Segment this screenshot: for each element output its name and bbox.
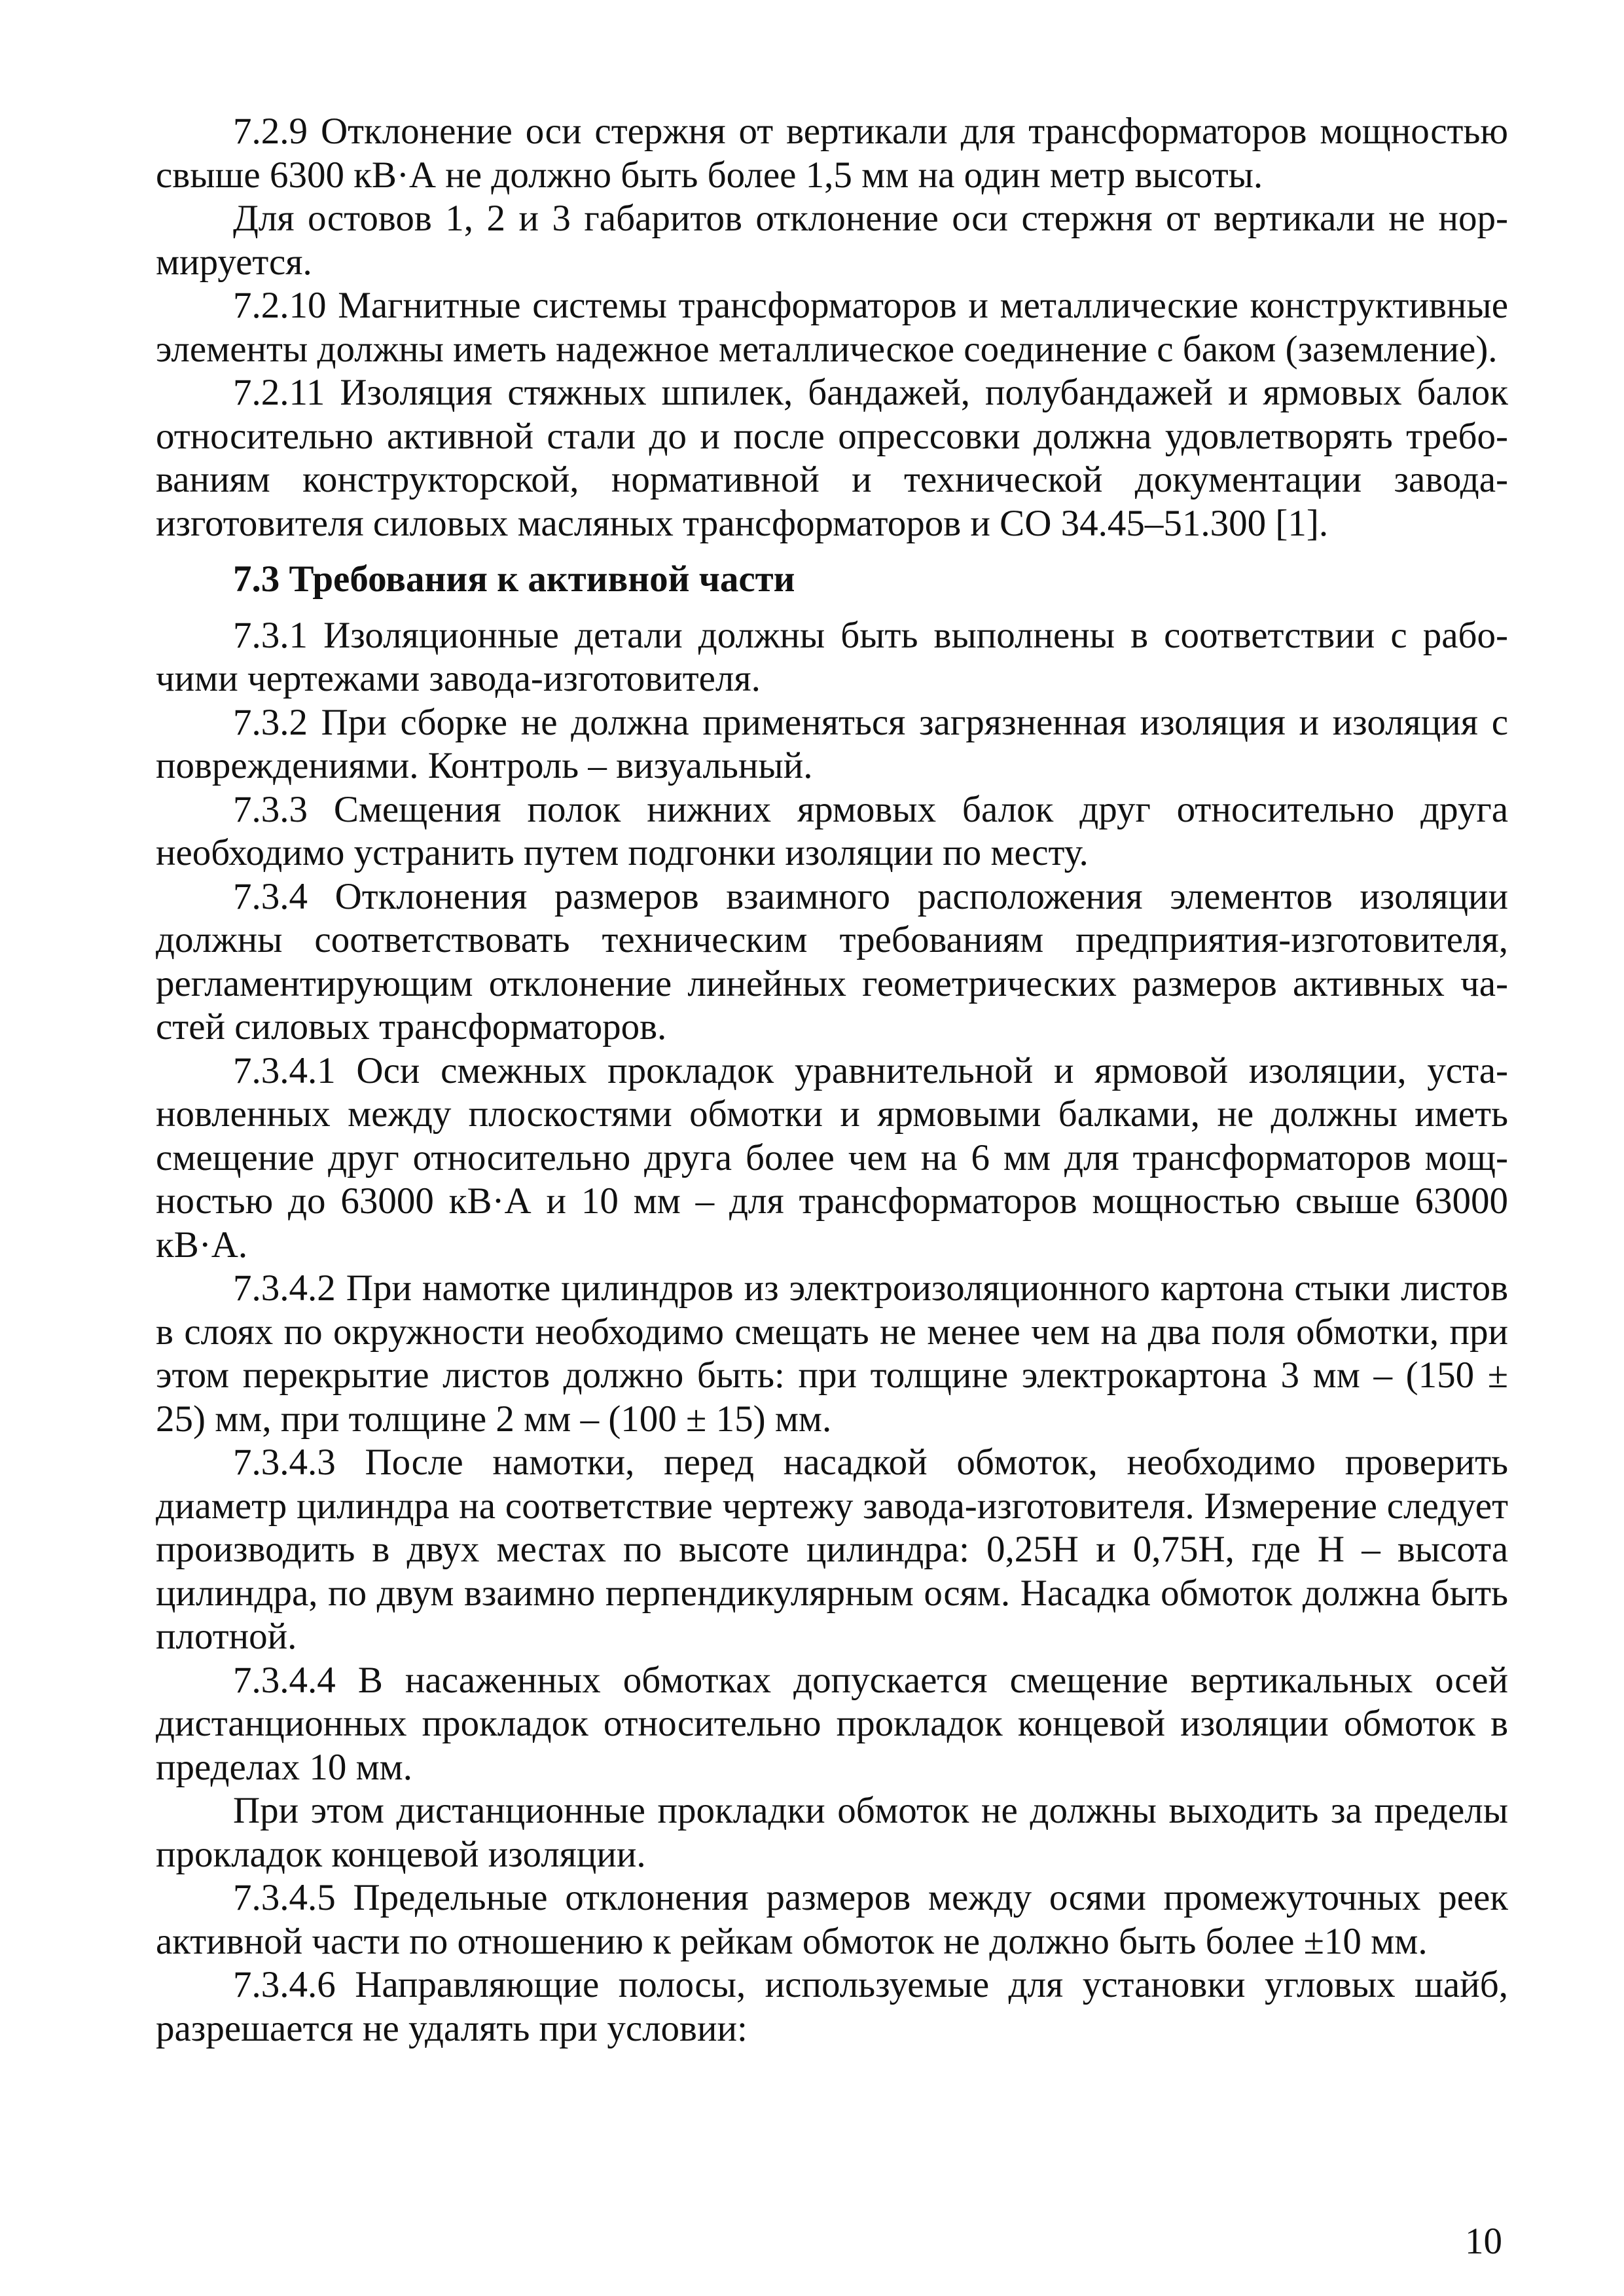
paragraph-7-3-4-4: 7.3.4.4 В насаженных обмотках допускается смещение вертикальных осей дистанционных прокладок относительно прокладок концевой изоляции обмоток в пределах 10 мм.: [156, 1659, 1508, 1788]
paragraph-7-3-4-3: 7.3.4.3 После намотки, перед насадкой обмоток, необходимо проверить диаметр цилиндра на соответствие чертежу завода-изготовителя. Измерение следует производить в двух местах по высоте цилиндра: 0,25Н и 0,75Н, где Н – высота цилиндра, по двум взаимно перпендикулярным осям. Насадка обмоток должна быть плотной.: [156, 1442, 1508, 1657]
paragraph-7-3-2: 7.3.2 При сборке не должна применяться загрязненная изоляция и изоляция с повреждениями. Контроль – визуальный.: [156, 701, 1508, 786]
paragraph-7-3-4: 7.3.4 Отклонения размеров взаимного расположения элементов изоляции должны соответствовать техническим требованиям предприятия-изготовителя, регламентирующим отклонение линейных геометрических размеров активных частей силовых трансформаторов.: [156, 875, 1508, 1048]
paragraph-spacers-note: При этом дистанционные прокладки обмоток не должны выходить за пределы прокладок концевой изоляции.: [156, 1790, 1508, 1875]
section-heading-7-3: 7.3 Требования к активной части: [233, 558, 795, 600]
paragraph-7-3-4-6: 7.3.4.6 Направляющие полосы, используемые для установки угловых шайб, разрешается не удалять при условии:: [156, 1964, 1508, 2049]
page-body: [156, 110, 1508, 2050]
paragraph-7-2-11: 7.2.11 Изоляция стяжных шпилек, бандажей, полубандажей и ярмовых балок относительно активной стали до и после опрессовки должна удовлетворять требованиям конструкторской, нормативной и технической документации завода-изготовителя силовых масляных трансформаторов и СО 34.45–51.300 [1].: [156, 372, 1508, 544]
page-number: 10: [1465, 2221, 1502, 2262]
paragraph-frames-note: Для остовов 1, 2 и 3 габаритов отклонение оси стержня от вертикали не нормируется.: [156, 198, 1508, 283]
paragraph-7-3-3: 7.3.3 Смещения полок нижних ярмовых балок друг относительно друга необходимо устранить путем подгонки изоляции по месту.: [156, 788, 1508, 873]
paragraph-7-3-4-1: 7.3.4.1 Оси смежных прокладок уравнительной и ярмовой изоляции, установленных между плоскостями обмотки и ярмовыми балками, не должны иметь смещение друг относительно друга более чем на 6 мм для трансформаторов мощностью до 63000 кВ·А и 10 мм – для трансформаторов мощностью свыше 63000 кВ·А.: [156, 1049, 1508, 1266]
paragraph-7-3-1: 7.3.1 Изоляционные детали должны быть выполнены в соответствии с рабочими чертежами завода-изготовителя.: [156, 614, 1508, 699]
paragraph-7-2-10: 7.2.10 Магнитные системы трансформаторов и металлические конструктивные элементы должны иметь надежное металлическое соединение с баком (заземление).: [156, 285, 1508, 370]
paragraph-7-2-9: 7.2.9 Отклонение оси стержня от вертикали для трансформаторов мощностью свыше 6300 кВ·А не должно быть более 1,5 мм на один метр высоты.: [156, 111, 1508, 196]
paragraph-7-3-4-2: 7.3.4.2 При намотке цилиндров из электроизоляционного картона стыки листов в слоях по окружности необходимо смещать не менее чем на два поля обмотки, при этом перекрытие листов должно быть: при толщине электрокартона 3 мм – (150 ± 25) мм, при толщине 2 мм – (100 ± 15) мм.: [156, 1267, 1508, 1440]
paragraph-7-3-4-5: 7.3.4.5 Предельные отклонения размеров между осями промежуточных реек активной части по отношению к рейкам обмоток не должно быть более ±10 мм.: [156, 1877, 1508, 1962]
